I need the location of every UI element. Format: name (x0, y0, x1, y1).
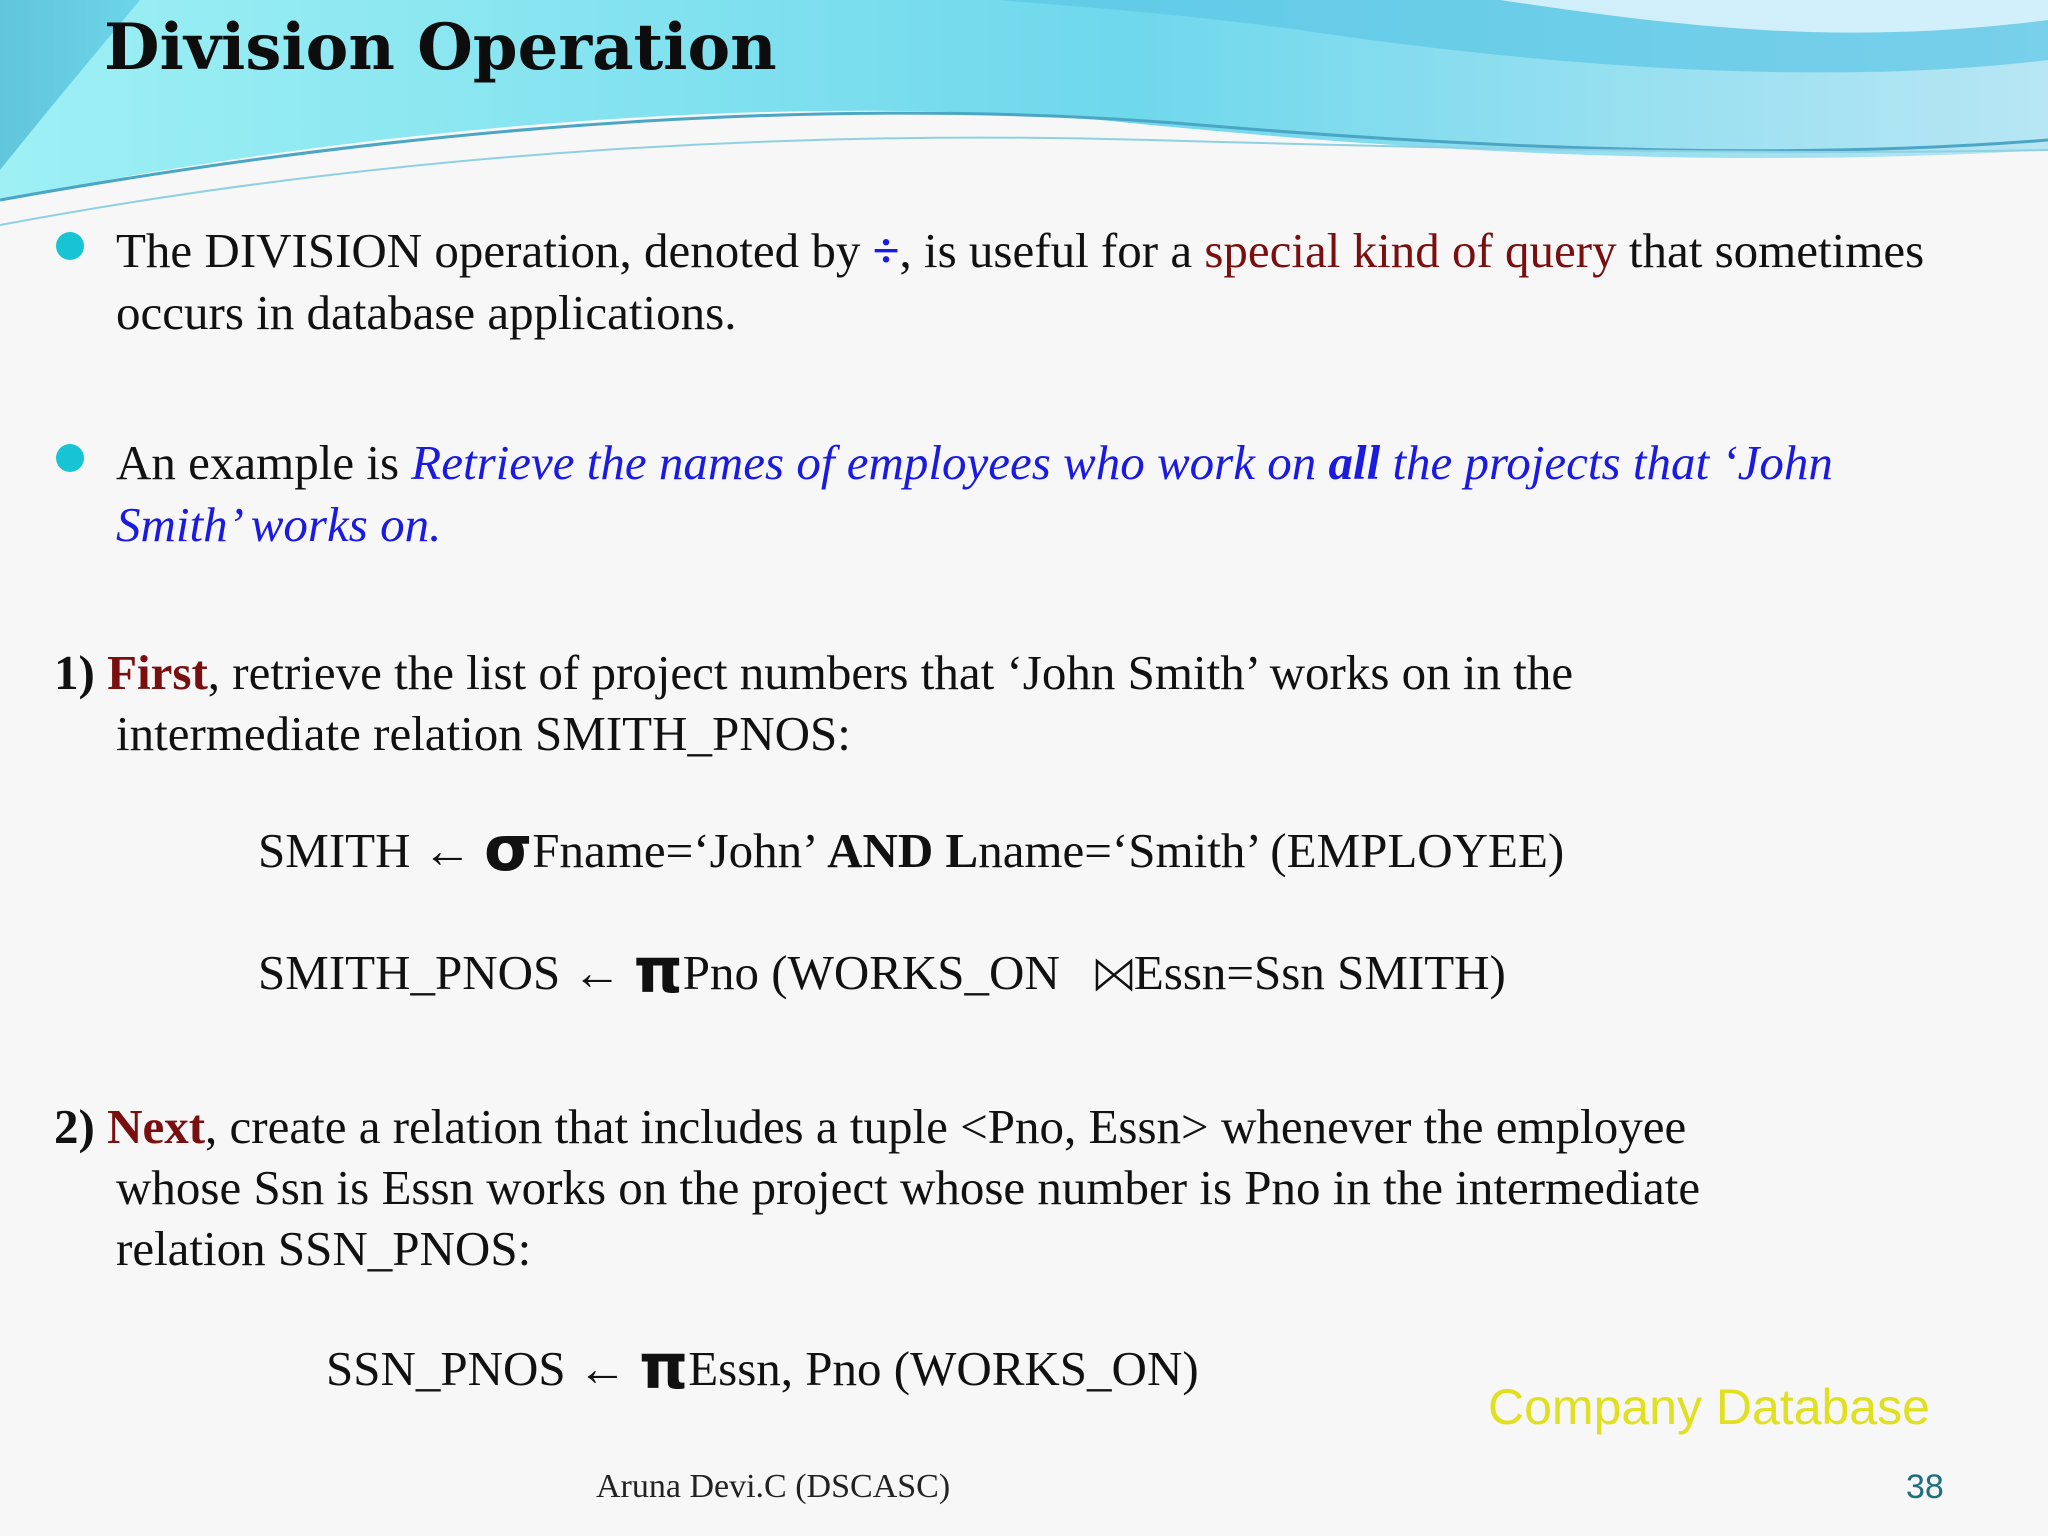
sigma-select-icon: σ (483, 812, 533, 885)
bullet-text: An example is Retrieve the names of employees who work on all the projects that ‘John Smith’ works on. (116, 435, 1833, 552)
footer-author: Aruna Devi.C (DSCASC) (596, 1468, 951, 1505)
emphasis-all: all (1328, 435, 1381, 490)
formula-ssn-pnos: SSN_PNOS ← πEssn, Pno (WORKS_ON) (326, 1330, 1199, 1403)
bullet-text: The DIVISION operation, denoted by ÷, is useful for a special kind of query that sometimes occurs in database applications. (116, 223, 1925, 340)
join-bowtie-icon (1094, 957, 1134, 993)
special-query-highlight: special kind of query (1204, 223, 1617, 278)
bullet-example (56, 432, 1956, 556)
step-keyword-next: Next (107, 1099, 206, 1154)
slide-title: Division Operation (104, 10, 777, 85)
bullet-division-definition (56, 220, 1956, 344)
division-symbol: ÷ (872, 223, 900, 278)
bullet-dot-icon (56, 232, 84, 260)
step-first: 1) First, retrieve the list of project numbers that ‘John Smith’ works on in the intermediate relation SMITH_PNOS: (54, 645, 1574, 761)
footer-company-database: Company Database (1488, 1379, 1930, 1435)
pi-project-icon: π (633, 934, 683, 1007)
step-next: 2) Next, create a relation that includes a tuple <Pno, Essn> whenever the employee whose Ssn is Essn works on the project whose number is Pno in the intermediate relation SSN_PNOS: (54, 1099, 1701, 1276)
slide-page-number: 38 (1906, 1468, 1944, 1506)
formula-smith: SMITH ← σFname=‘John’ AND Lname=‘Smith’ (EMPLOYEE) (258, 812, 1565, 885)
step-keyword-first: First (107, 645, 208, 700)
pi-project-icon: π (639, 1330, 689, 1403)
bullet-dot-icon (56, 444, 84, 472)
formula-smith-pnos: SMITH_PNOS ← πPno (WORKS_ON Essn=Ssn SMITH) (258, 934, 1506, 1007)
